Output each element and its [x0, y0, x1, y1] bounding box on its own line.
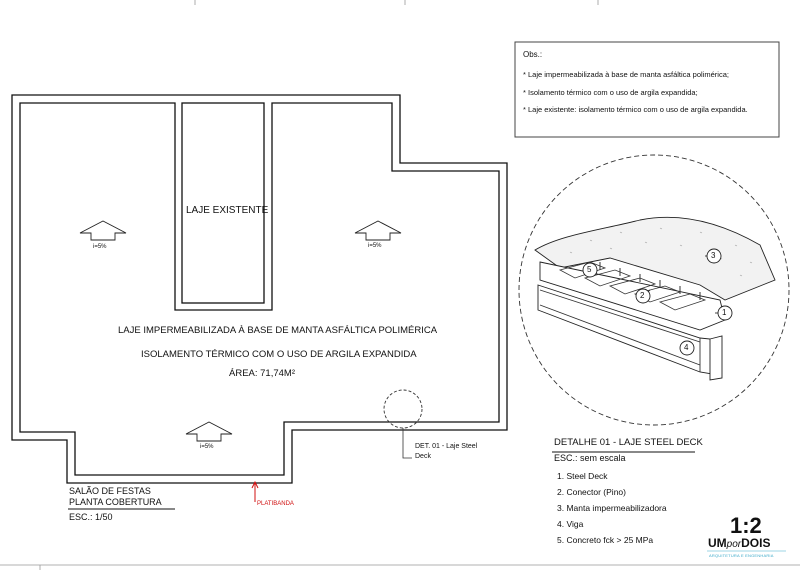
- parapet-label: PLATIBANDA: [257, 501, 294, 507]
- slope-arrow-right: [355, 221, 401, 240]
- logo-brand-suffix: DOIS: [741, 536, 771, 550]
- plan-outer-wall: [12, 95, 507, 483]
- legend-item-1: 1. Steel Deck: [557, 471, 608, 481]
- logo-brand-prefix: UM: [708, 536, 727, 550]
- legend-item-5: 5. Concreto fck > 25 MPa: [557, 535, 654, 545]
- slope-label-right: i=5%: [368, 243, 382, 249]
- detail-reference-line-2: Deck: [415, 453, 431, 460]
- detail-reference-line-1: DET. 01 - Laje Steel: [415, 443, 478, 450]
- logo-brand: [708, 536, 770, 550]
- plan-inner-wall: [20, 103, 499, 475]
- steel-deck-illustration: [519, 155, 789, 425]
- existing-slab-label: LAJE EXISTENTE: [186, 205, 269, 216]
- legend-item-4: 4. Viga: [557, 519, 584, 529]
- slope-arrow-left: [80, 221, 126, 240]
- notes-line-3: * Laje existente: isolamento térmico com o uso de argila expandida.: [523, 105, 748, 114]
- slope-arrow-bottom: [186, 422, 232, 441]
- legend-item-2: 2. Conector (Pino): [557, 487, 626, 497]
- notes-line-2: * Isolamento térmico com o uso de argila expandida;: [523, 88, 698, 97]
- callout-1-number: 1: [722, 308, 727, 317]
- callout-2-number: 2: [640, 291, 645, 300]
- detail-leader-line: [403, 428, 412, 458]
- slope-label-left: i=5%: [93, 244, 107, 250]
- logo-brand-mid: por: [726, 539, 742, 550]
- callout-4-number: 4: [684, 343, 689, 352]
- callout-5-number: 5: [587, 265, 592, 274]
- notes-line-1: * Laje impermeabilizada à base de manta asfáltica polimérica;: [523, 70, 729, 79]
- roof-plan: [12, 95, 507, 483]
- existing-slab-inner: [182, 103, 264, 303]
- plan-description-line-1: LAJE IMPERMEABILIZADA À BASE DE MANTA ASFÁLTICA POLIMÉRICA: [118, 325, 438, 336]
- slope-label-bottom: i=5%: [200, 444, 214, 450]
- title-line-2: PLANTA COBERTURA: [69, 497, 162, 507]
- legend-item-3: 3. Manta impermeabilizadora: [557, 503, 667, 513]
- notes-title: Obs.:: [523, 50, 543, 59]
- title-line-1: SALÃO DE FESTAS: [69, 486, 151, 496]
- logo-ratio: 1:2: [730, 513, 762, 538]
- detail-scale: ESC.: sem escala: [554, 453, 626, 463]
- title-scale: ESC.: 1/50: [69, 512, 113, 522]
- plan-area: ÁREA: 71,74M²: [229, 368, 295, 379]
- detail-title: DETALHE 01 - LAJE STEEL DECK: [554, 437, 703, 448]
- callout-3-number: 3: [711, 251, 716, 260]
- plan-description-line-2: ISOLAMENTO TÉRMICO COM O USO DE ARGILA EXPANDIDA: [141, 349, 417, 360]
- logo-tagline: ARQUITETURA E ENGENHARIA: [709, 553, 774, 558]
